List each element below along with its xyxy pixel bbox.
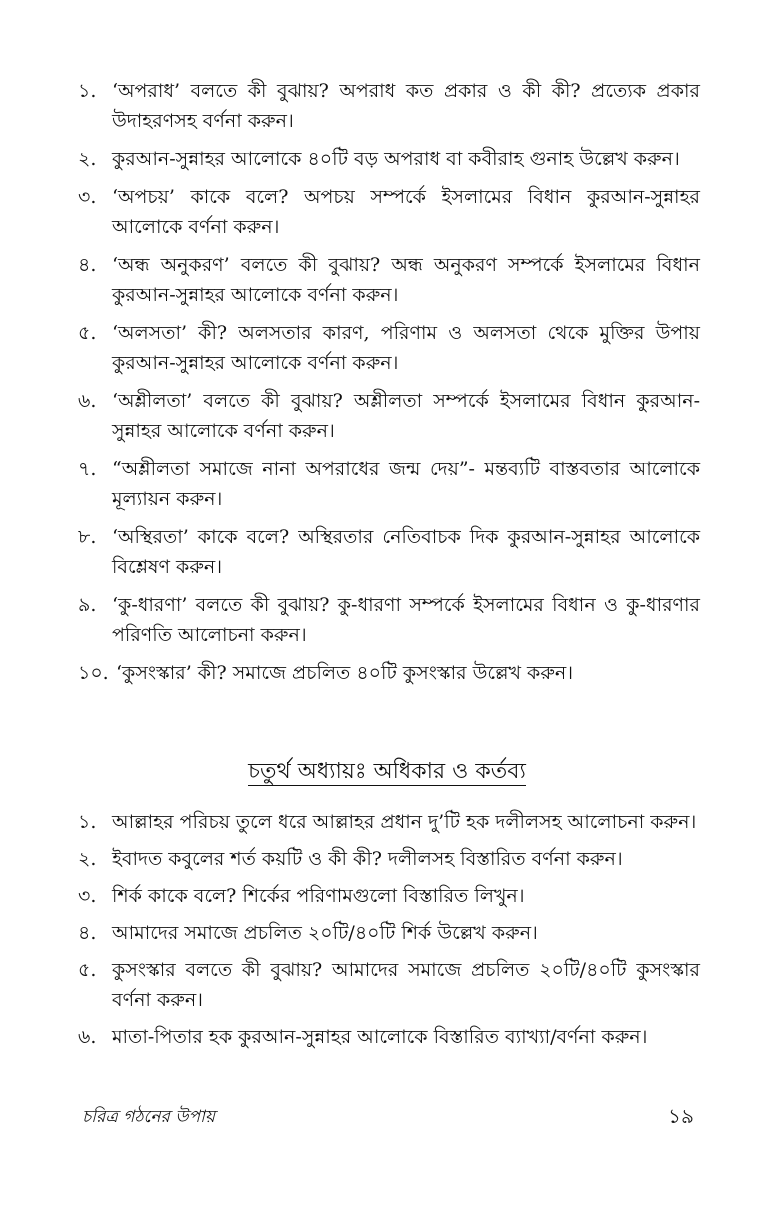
question-text: আমাদের সমাজে প্রচলিত ২০টি/৪০টি শির্ক উল্লেখ করুন। xyxy=(112,922,538,944)
question-item xyxy=(78,590,700,650)
question-list-part2 xyxy=(78,807,700,1059)
question-text: ‘অলসতা’ কী? অলসতার কারণ, পরিণাম ও অলসতা থেকে মুক্তির উপায় কুরআন-সুন্নাহর আলোকে বর্ণনা করুন। xyxy=(112,322,700,374)
page-number: ১৯ xyxy=(668,1104,694,1128)
question-number: ৬. xyxy=(78,390,97,412)
footer-book-title: চরিত্র গঠনের উপায় xyxy=(82,1107,215,1127)
question-text: ‘অন্ধ অনুকরণ’ বলতে কী বুঝায়? অন্ধ অনুকরণ সম্পর্কে ইসলামের বিধান কুরআন-সুন্নাহর আলোকে বর্ণনা করুন। xyxy=(112,254,700,306)
question-item xyxy=(78,1022,700,1052)
question-text: শির্ক কাকে বলে? শির্কের পরিণামগুলো বিস্তারিত লিখুন। xyxy=(112,885,525,907)
question-number: ৫. xyxy=(78,959,97,981)
question-text: ‘অপচয়’ কাকে বলে? অপচয় সম্পর্কে ইসলামের বিধান কুরআন-সুন্নাহর আলোকে বর্ণনা করুন। xyxy=(112,186,700,238)
section-heading xyxy=(0,756,774,788)
question-item xyxy=(78,844,700,874)
question-item xyxy=(78,918,700,948)
question-text: আল্লাহর পরিচয় তুলে ধরে আল্লাহর প্রধান দু’টি হক দলীলসহ আলোচনা করুন। xyxy=(112,811,697,833)
question-number: ২. xyxy=(78,848,97,870)
question-text: ‘কু-ধারণা’ বলতে কী বুঝায়? কু-ধারণা সম্পর্কে ইসলামের বিধান ও কু-ধারণার পরিণতি আলোচনা করুন। xyxy=(112,594,700,646)
question-item xyxy=(78,76,700,136)
question-number: ১. xyxy=(78,80,97,102)
question-item xyxy=(78,955,700,1015)
question-number: ৮. xyxy=(78,526,97,548)
question-text: “অশ্লীলতা সমাজে নানা অপরাধের জন্ম দেয়”- মন্তব্যটি বাস্তবতার আলোকে মূল্যায়ন করুন। xyxy=(112,458,700,510)
question-item xyxy=(78,250,700,310)
question-item xyxy=(78,658,700,688)
question-number: ১. xyxy=(78,811,97,833)
question-number: ৪. xyxy=(78,922,97,944)
question-item xyxy=(78,454,700,514)
question-number: ৩. xyxy=(78,186,97,208)
question-number: ৯. xyxy=(78,594,97,616)
question-text: ইবাদত কবুলের শর্ত কয়টি ও কী কী? দলীলসহ বিস্তারিত বর্ণনা করুন। xyxy=(112,848,623,870)
question-number: ২. xyxy=(78,148,97,170)
question-text: কুসংস্কার বলতে কী বুঝায়? আমাদের সমাজে প্রচলিত ২০টি/৪০টি কুসংস্কার বর্ণনা করুন। xyxy=(112,959,700,1011)
question-text: ‘অপরাধ’ বলতে কী বুঝায়? অপরাধ কত প্রকার ও কী কী? প্রত্যেক প্রকার উদাহরণসহ বর্ণনা করুন। xyxy=(112,80,700,132)
question-text: মাতা-পিতার হক কুরআন-সুন্নাহর আলোকে বিস্তারিত ব্যাখ্যা/বর্ণনা করুন। xyxy=(112,1026,648,1048)
question-number: ৫. xyxy=(78,322,97,344)
question-text: কুরআন-সুন্নাহর আলোকে ৪০টি বড় অপরাধ বা কবীরাহ গুনাহ উল্লেখ করুন। xyxy=(112,148,680,170)
question-number: ৩. xyxy=(78,885,97,907)
question-item xyxy=(78,386,700,446)
question-item xyxy=(78,522,700,582)
question-item xyxy=(78,318,700,378)
question-number: ৬. xyxy=(78,1026,97,1048)
question-text: ‘কুসংস্কার’ কী? সমাজে প্রচলিত ৪০টি কুসংস্কার উল্লেখ করুন। xyxy=(116,662,574,684)
question-text: ‘অস্থিরতা’ কাকে বলে? অস্থিরতার নেতিবাচক দিক কুরআন-সুন্নাহর আলোকে বিশ্লেষণ করুন। xyxy=(112,526,700,578)
question-item xyxy=(78,881,700,911)
question-item xyxy=(78,144,700,174)
section-heading-text: চতুর্থ অধ্যায়ঃ অধিকার ও কর্তব্য xyxy=(248,759,526,784)
question-item xyxy=(78,807,700,837)
question-number: ১০. xyxy=(78,662,109,684)
question-text: ‘অশ্লীলতা’ বলতে কী বুঝায়? অশ্লীলতা সম্পর্কে ইসলামের বিধান কুরআন-সুন্নাহর আলোকে বর্ণনা করুন। xyxy=(112,390,700,442)
question-item xyxy=(78,182,700,242)
question-number: ৭. xyxy=(78,458,97,480)
question-number: ৪. xyxy=(78,254,97,276)
question-list-part1 xyxy=(78,76,700,696)
